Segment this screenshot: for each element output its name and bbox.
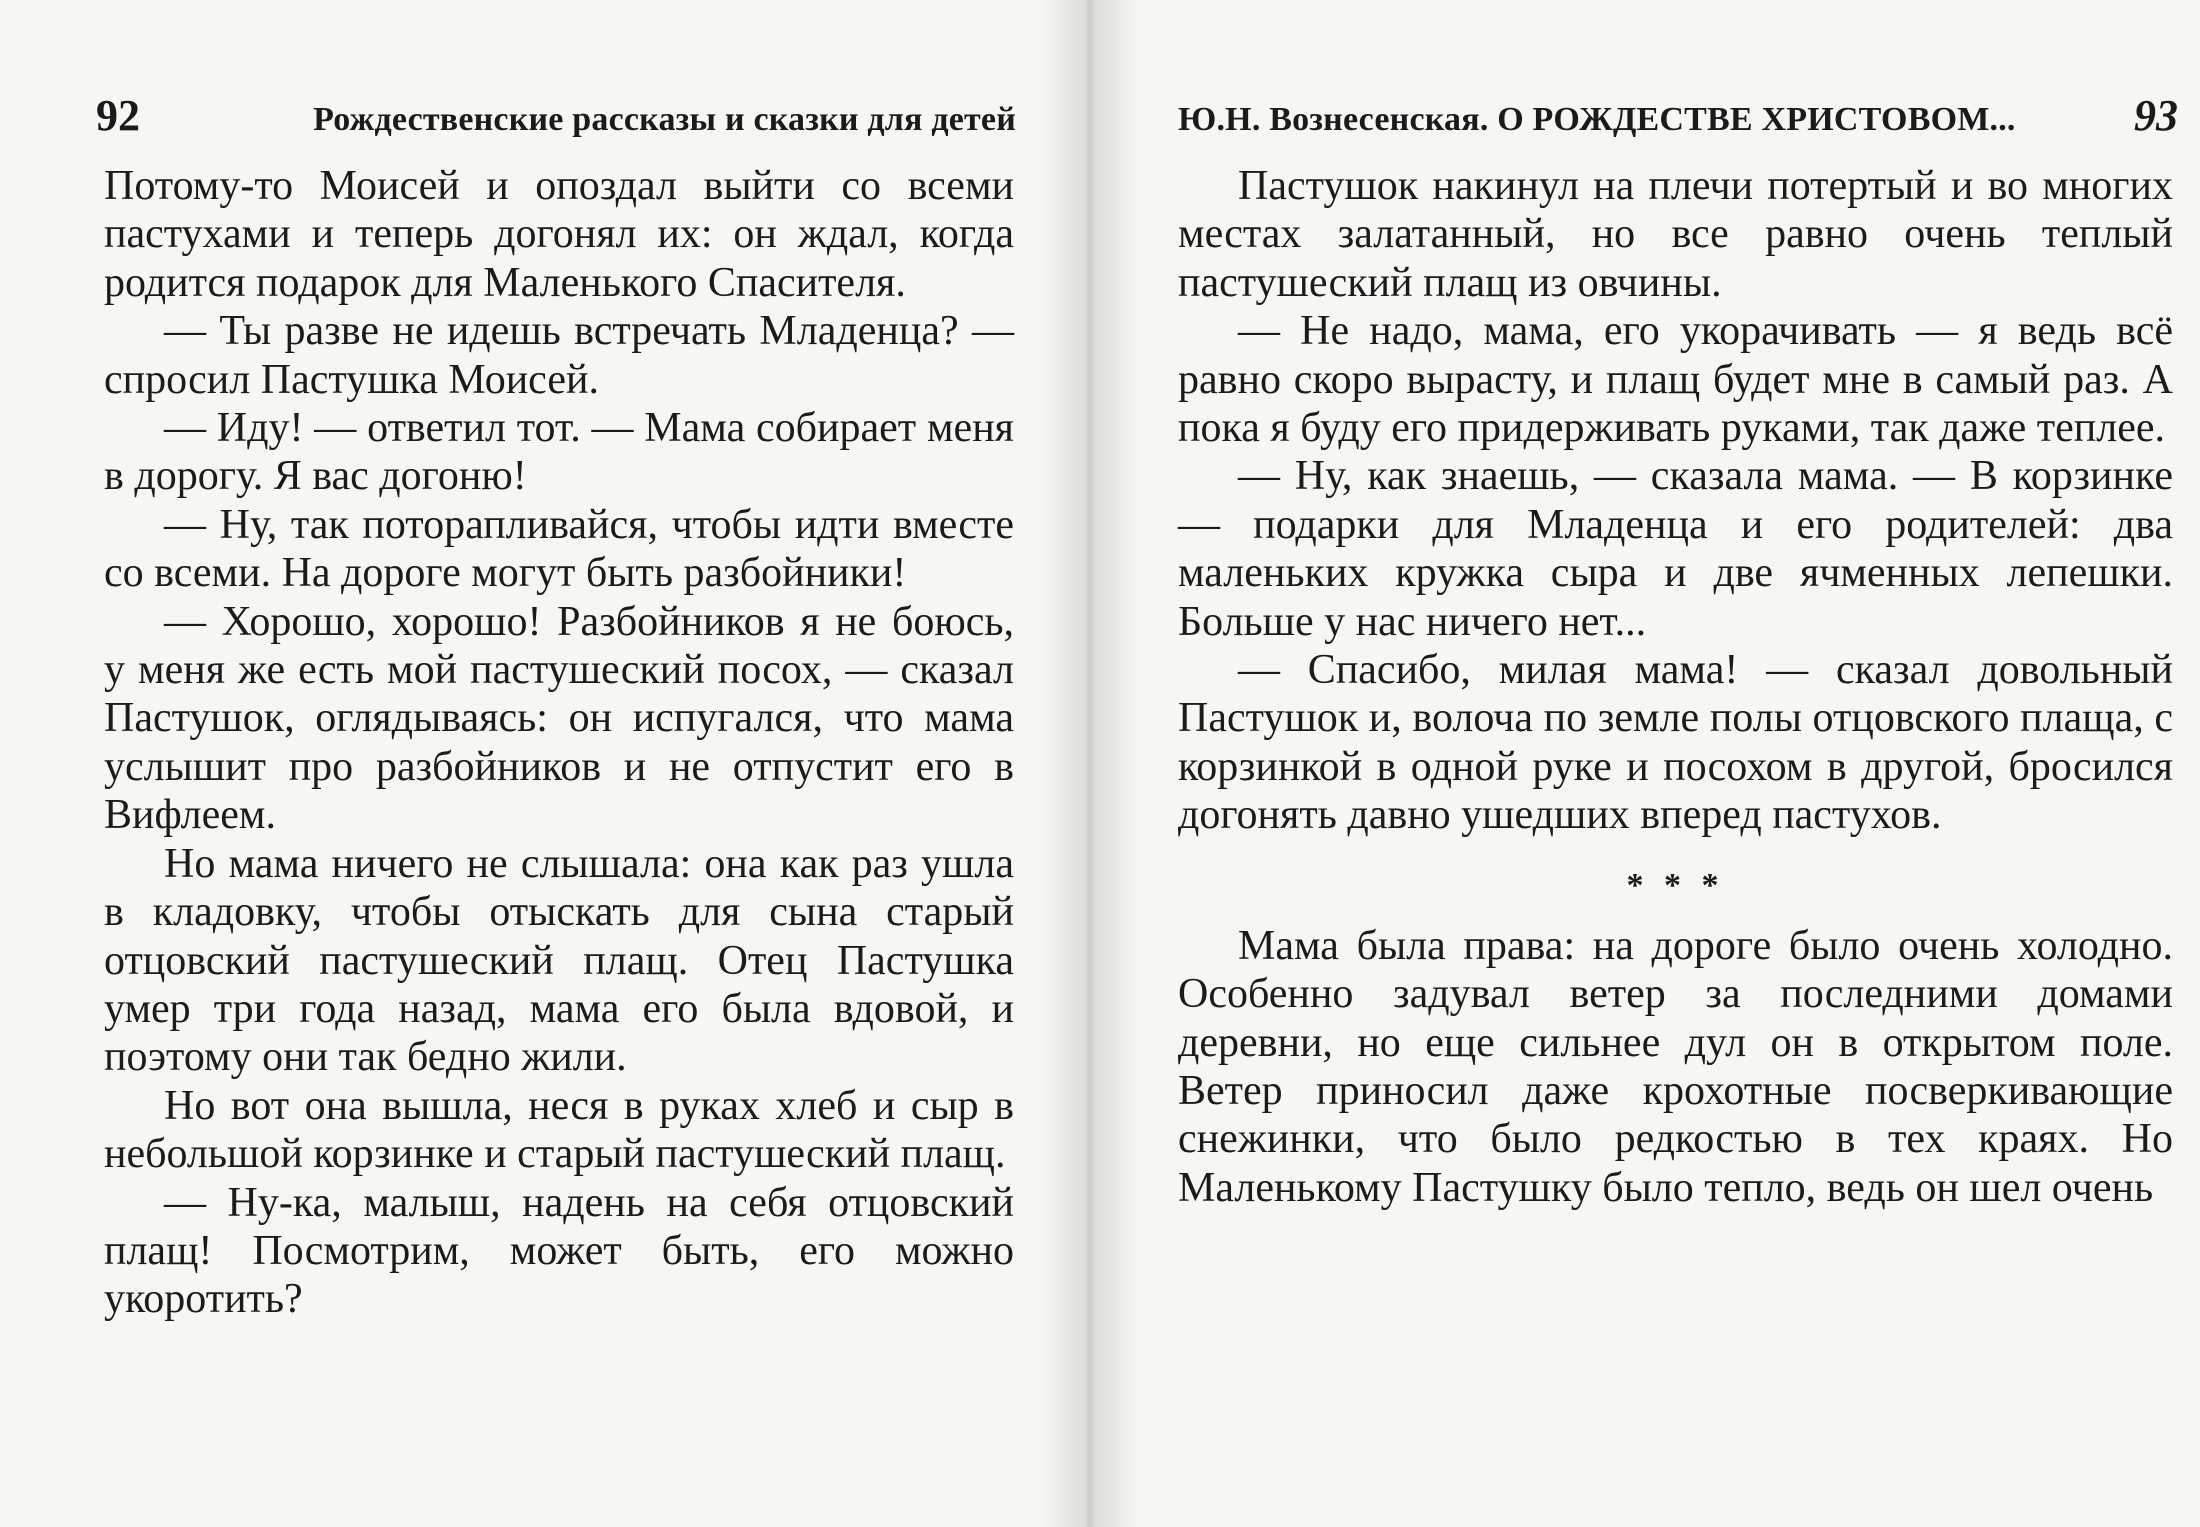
paragraph: — Ты разве не идешь встречать Младенца? — спросил Пастушка Моисей.	[104, 308, 1014, 403]
paragraph: — Не надо, мама, его укорачивать — я ведь всё равно скоро вырасту, и плащ будет мне в самый раз. А пока я буду его придерживать руками, так даже теплее.	[1178, 308, 2173, 452]
paragraph: Но вот она вышла, неся в руках хлеб и сыр в небольшой корзинке и старый пастушеский плащ.	[104, 1082, 1014, 1178]
right-page-number: 93	[2134, 91, 2178, 140]
left-page-header	[96, 90, 1016, 140]
paragraph: — Спасибо, милая мама! — сказал довольный Пастушок и, волоча по земле полы отцовского плаща, с корзинкой в одной руке и посохом в другой, бросился догонять давно ушедших вперед пастухов.	[1178, 647, 2173, 839]
paragraph: Пастушок накинул на плечи потертый и во многих местах залатанный, но все равно очень теплый пастушеский плащ из овчины.	[1178, 163, 2173, 306]
paragraph: — Ну-ка, малыш, надень на себя отцовский плащ! Посмотрим, может быть, его можно укоротить?	[104, 1179, 1014, 1323]
right-page-text	[1178, 162, 2173, 1212]
paragraph: — Ну, так поторапливайся, чтобы идти вместе со всеми. На дороге могут быть разбойники!	[104, 501, 1014, 597]
left-running-title: Рождественские рассказы и сказки для детей	[313, 101, 1016, 138]
paragraph: Но мама ничего не слышала: она как раз ушла в кладовку, чтобы отыскать для сына старый отцовский пастушеский плащ. Отец Пастушка умер три года назад, мама его была вдовой, и поэтому они так бедно жили.	[104, 840, 1014, 1081]
section-separator: * * *	[1626, 866, 1725, 904]
left-page	[0, 0, 1090, 1527]
paragraph: Мама была права: на дороге было очень холодно. Особенно задувал ветер за последними домами деревни, но еще сильнее дул он в открытом поле. Ветер приносил даже крохотные посверкивающие снежинки, что было редкостью в тех краях. Но Маленькому Пастушку было тепло, ведь он шел очень	[1178, 922, 2173, 1211]
right-page	[1090, 0, 2200, 1527]
paragraph: Потому-то Моисей и опоздал выйти со всеми пастухами и теперь догонял их: он ждал, когда родится подарок для Маленького Спасителя.	[104, 163, 1014, 306]
right-running-title: Ю.Н. Вознесенская. О РОЖДЕСТВЕ ХРИСТОВОМ...	[1178, 101, 2016, 138]
paragraph: — Иду! — ответил тот. — Мама собирает меня в дорогу. Я вас догоню!	[104, 405, 1014, 500]
paragraph: — Ну, как знаешь, — сказала мама. — В корзинке — подарки для Младенца и его родителей: два маленьких кружка сыра и две ячменных лепешки. Больше у нас ничего нет...	[1178, 453, 2173, 645]
left-page-number: 92	[96, 91, 140, 140]
paragraph: — Хорошо, хорошо! Разбойников я не боюсь, у меня же есть мой пастушеский посох, — сказал Пастушок, оглядываясь: он испугался, что мама услышит про разбойников и не отпустит его в Вифлеем.	[104, 598, 1014, 839]
left-page-text	[104, 162, 1014, 1324]
right-page-header	[1178, 90, 2178, 140]
